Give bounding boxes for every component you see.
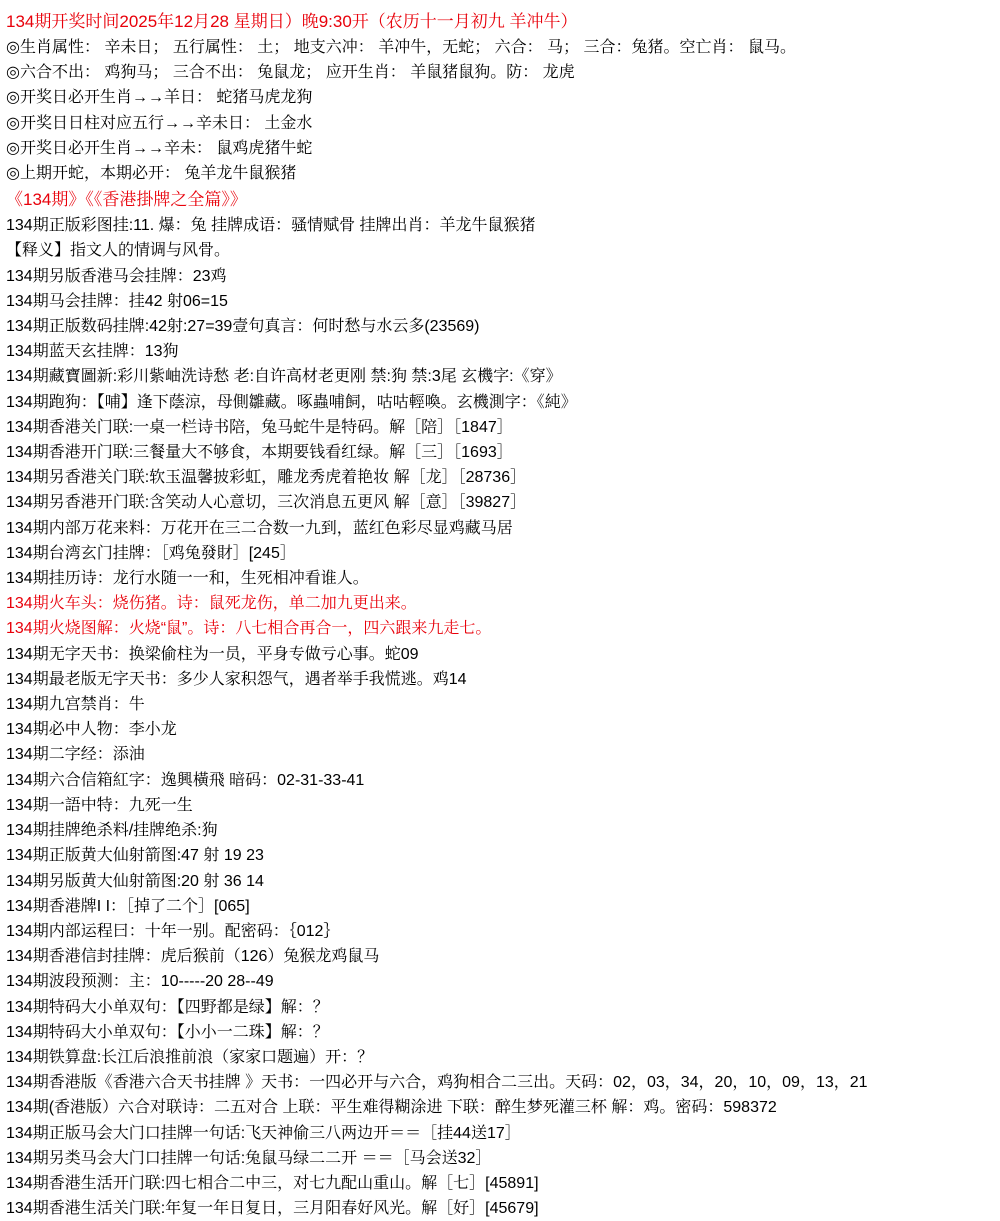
- item-label: 134期香港版《香港六合天书挂牌 》天书：: [6, 1074, 310, 1092]
- list-item: [6, 1196, 994, 1221]
- item-value: 主：10-----20 28--49: [128, 973, 274, 991]
- item-value: 万花开在三二合数一九到，蓝红色彩尽显鸡藏马居: [160, 519, 513, 537]
- item-label: 134期另香港开门联:: [6, 494, 150, 512]
- item-label: 134期马会挂牌：: [6, 292, 129, 310]
- item-value: 兔鼠马绿二二开 ＝＝［马会送32］: [245, 1149, 492, 1167]
- item-label: 134期火烧图解：: [6, 620, 129, 638]
- item-value: 长江后浪推前浪（家家口题遍）开：？: [101, 1048, 374, 1066]
- item-label: 134期香港关门联:: [6, 418, 134, 436]
- list-item: [6, 944, 994, 969]
- item-label: 134期香港牌I I：: [6, 897, 127, 915]
- list-item: [6, 516, 994, 541]
- list-item: [6, 440, 994, 465]
- list-item: [6, 390, 994, 415]
- list-item: [6, 1045, 994, 1070]
- item-value: 含笑动人心意切，三次消息五更风 解［意］［39827］: [149, 494, 527, 512]
- zodiac-line: ◎上期开蛇，本期必开： 兔羊龙牛鼠猴猪: [6, 165, 297, 183]
- entry-list: [6, 213, 994, 1221]
- item-value: 狗: [201, 822, 218, 840]
- item-label: 134期火车头：: [6, 595, 113, 613]
- zodiac-line: ◎开奖日必开生肖→→辛未： 鼠鸡虎猪牛蛇: [6, 139, 313, 157]
- item-value: 九死一生: [128, 796, 193, 814]
- list-item: [6, 591, 994, 616]
- list-item: [6, 969, 994, 994]
- item-value: 添油: [112, 746, 145, 764]
- item-value: 虎后猴前（126）兔猴龙鸡鼠马: [160, 948, 380, 966]
- item-label: 134期藏寶圖新:: [6, 368, 118, 386]
- item-label: 134期无字天书：: [6, 645, 129, 663]
- item-label: 134期一語中特：: [6, 796, 129, 814]
- list-item: [6, 717, 994, 742]
- item-label: 134期香港开门联:: [6, 444, 134, 462]
- item-value: ［鸡兔發財］[245］: [160, 544, 296, 562]
- item-label: 134期香港生活开门联:: [6, 1174, 166, 1192]
- zodiac-line: ◎生肖属性： 辛未日； 五行属性： 土； 地支六冲： 羊冲牛，无蛇； 六合： 马； 三合：兔猪。空亡肖： 鼠马。: [6, 39, 796, 56]
- list-item: [6, 1095, 994, 1120]
- item-value: 11. 爆：兔 挂牌成语：骚情赋骨 挂牌出肖：羊龙牛鼠猴猪: [133, 217, 536, 235]
- list-item: [6, 465, 994, 490]
- list-item: [6, 919, 994, 944]
- list-item: [6, 541, 994, 566]
- list-item: [6, 1121, 994, 1146]
- item-value: 20 射 36 14: [181, 872, 264, 890]
- list-item: [6, 213, 994, 238]
- item-value: 年复一年日复日，三月阳春好风光。解［好］[45679]: [165, 1200, 539, 1218]
- list-item: [6, 843, 994, 868]
- item-label: 134期另版香港马会挂牌：: [6, 267, 193, 285]
- list-item: [6, 793, 994, 818]
- item-label: 134期蓝天玄挂牌：: [6, 343, 145, 361]
- list-item: [6, 339, 994, 364]
- item-label: 134期二字经：: [6, 746, 113, 764]
- item-value: 指文人的情调与风骨。: [70, 242, 231, 260]
- list-item: [6, 566, 994, 591]
- item-label: 134期正版马会大门口挂牌一句话:: [6, 1124, 246, 1142]
- zodiac-line: ◎六合不出： 鸡狗马； 三合不出： 兔鼠龙； 应开生肖： 羊鼠猪鼠狗。防： 龙虎: [6, 64, 575, 82]
- list-item: [6, 1020, 994, 1045]
- item-label: 134期内部万花来料：: [6, 519, 161, 537]
- item-label: 134期正版数码挂牌: [6, 318, 145, 336]
- item-value: 牛: [128, 696, 145, 714]
- item-label: 134期另版黄大仙射箭图:: [6, 872, 182, 890]
- page-title: 134期开奖时间2025年12月28 星期日）晚9:30开（农历十一月初九 羊冲牛）: [6, 12, 578, 31]
- item-label: 134期九宫禁肖：: [6, 696, 129, 714]
- list-item: [6, 667, 994, 692]
- list-item: [6, 768, 994, 793]
- list-item: [6, 818, 994, 843]
- item-value: 一四必开与六合，鸡狗相合二三出。天码：02，03，34，20，10，09，13，21: [309, 1074, 868, 1092]
- list-item: [6, 314, 994, 339]
- list-item: [6, 894, 994, 919]
- list-item: [6, 995, 994, 1020]
- item-label: 134期另类马会大门口挂牌一句话:: [6, 1149, 246, 1167]
- item-label: 134期挂牌绝杀料/挂牌绝杀:: [6, 822, 202, 840]
- item-label: 134期正版彩图挂:: [6, 217, 134, 235]
- section-title: 《134期》《《香港掛牌之全篇》》: [6, 190, 247, 210]
- list-item: [6, 692, 994, 717]
- list-item: [6, 642, 994, 667]
- item-value: 逸興橫飛 暗码：02-31-33-41: [160, 771, 365, 789]
- item-value: 飞天神偷三八两边开＝＝［挂44送17］: [245, 1124, 521, 1142]
- list-item: [6, 869, 994, 894]
- item-label: 134期特码大小单双句：: [6, 1023, 177, 1041]
- item-label: 134期必中人物：: [6, 721, 129, 739]
- list-item: [6, 415, 994, 440]
- item-label: 134期正版黄大仙射箭图:: [6, 847, 182, 865]
- item-value: 软玉温馨披彩虹，雕龙秀虎着艳妆 解［龙］［28736］: [149, 469, 527, 487]
- item-value: 47 射 19 23: [181, 847, 264, 865]
- item-value: 【四野都是绿】解：？: [176, 998, 329, 1016]
- item-value: 挂42 射06=15: [128, 292, 228, 310]
- list-item: [6, 1070, 994, 1095]
- list-item: [6, 364, 994, 389]
- item-value: 23鸡: [192, 267, 227, 285]
- item-label: 134期台湾玄门挂牌：: [6, 544, 161, 562]
- zodiac-line: ◎开奖日必开生肖→→羊日： 蛇猪马虎龙狗: [6, 89, 313, 107]
- item-label: 134期最老版无字天书：: [6, 670, 177, 688]
- item-value: 李小龙: [128, 721, 177, 739]
- item-label: 134期香港生活关门联:: [6, 1200, 166, 1218]
- item-value: 四七相合二中三，对七九配山重山。解［七］[45891]: [165, 1174, 539, 1192]
- item-value: 13狗: [144, 343, 179, 361]
- item-value: 烧伤猪。诗：鼠死龙伤，单二加九更出来。: [112, 595, 417, 613]
- item-label: 134期另香港关门联:: [6, 469, 150, 487]
- item-value: 三餐量大不够食，本期要钱看红绿。解［三］［1693］: [133, 444, 513, 462]
- list-item: [6, 742, 994, 767]
- item-label: 134期特码大小单双句：: [6, 998, 177, 1016]
- list-item: [6, 490, 994, 515]
- item-label: 134期内部运程曰：: [6, 922, 145, 940]
- item-label: 134期铁算盘:: [6, 1048, 102, 1066]
- item-label: 134期挂历诗：: [6, 570, 113, 588]
- item-value: 火烧“鼠”。诗：八七相合再合一，四六跟来九走七。: [128, 620, 492, 638]
- item-value: 一桌一栏诗书陪，兔马蛇牛是特码。解［陪］［1847］: [133, 418, 513, 436]
- item-label: 【释义】: [6, 242, 71, 260]
- item-value: :42射:27=39壹句真言：何时愁与水云多(23569): [144, 318, 480, 336]
- list-item: [6, 616, 994, 641]
- list-item: [6, 1146, 994, 1171]
- item-value: ［掉了二个］[065]: [126, 897, 250, 915]
- item-value: 二五对合 上联：平生难得糊涂进 下联：醉生梦死灌三杯 解：鸡。密码：598372: [214, 1099, 777, 1117]
- item-value: 【哺】逢下蔭涼，母側雛藏。啄蟲哺飼，咕咕輕喚。玄機測字：《純》: [96, 393, 577, 411]
- item-label: 134期(香港版）六合对联诗：: [6, 1099, 215, 1117]
- list-item: [6, 238, 994, 263]
- item-value: 十年一别。配密码：｛012｝: [144, 922, 340, 940]
- item-label: 134期波段预测：: [6, 973, 129, 991]
- item-value: 【小小一二珠】解：？: [176, 1023, 329, 1041]
- item-value: 换梁偷柱为一员，平身专做亏心事。蛇09: [128, 645, 419, 663]
- item-label: 134期六合信箱紅字：: [6, 771, 161, 789]
- list-item: [6, 289, 994, 314]
- item-label: 134期跑狗：: [6, 393, 97, 411]
- zodiac-block: [6, 35, 994, 186]
- list-item: [6, 264, 994, 289]
- list-item: [6, 1171, 994, 1196]
- item-value: 多少人家积怨气，遇者举手我慌逃。鸡14: [176, 670, 467, 688]
- item-value: 龙行水随一一和，生死相冲看谁人。: [112, 570, 369, 588]
- item-value: 彩川紫岫洗诗愁 老:自许高材老更刚 禁:狗 禁:3尾 玄機字:《穿》: [117, 368, 562, 386]
- zodiac-line: ◎开奖日日柱对应五行→→辛未日： 土金水: [6, 114, 313, 132]
- item-label: 134期香港信封挂牌：: [6, 948, 161, 966]
